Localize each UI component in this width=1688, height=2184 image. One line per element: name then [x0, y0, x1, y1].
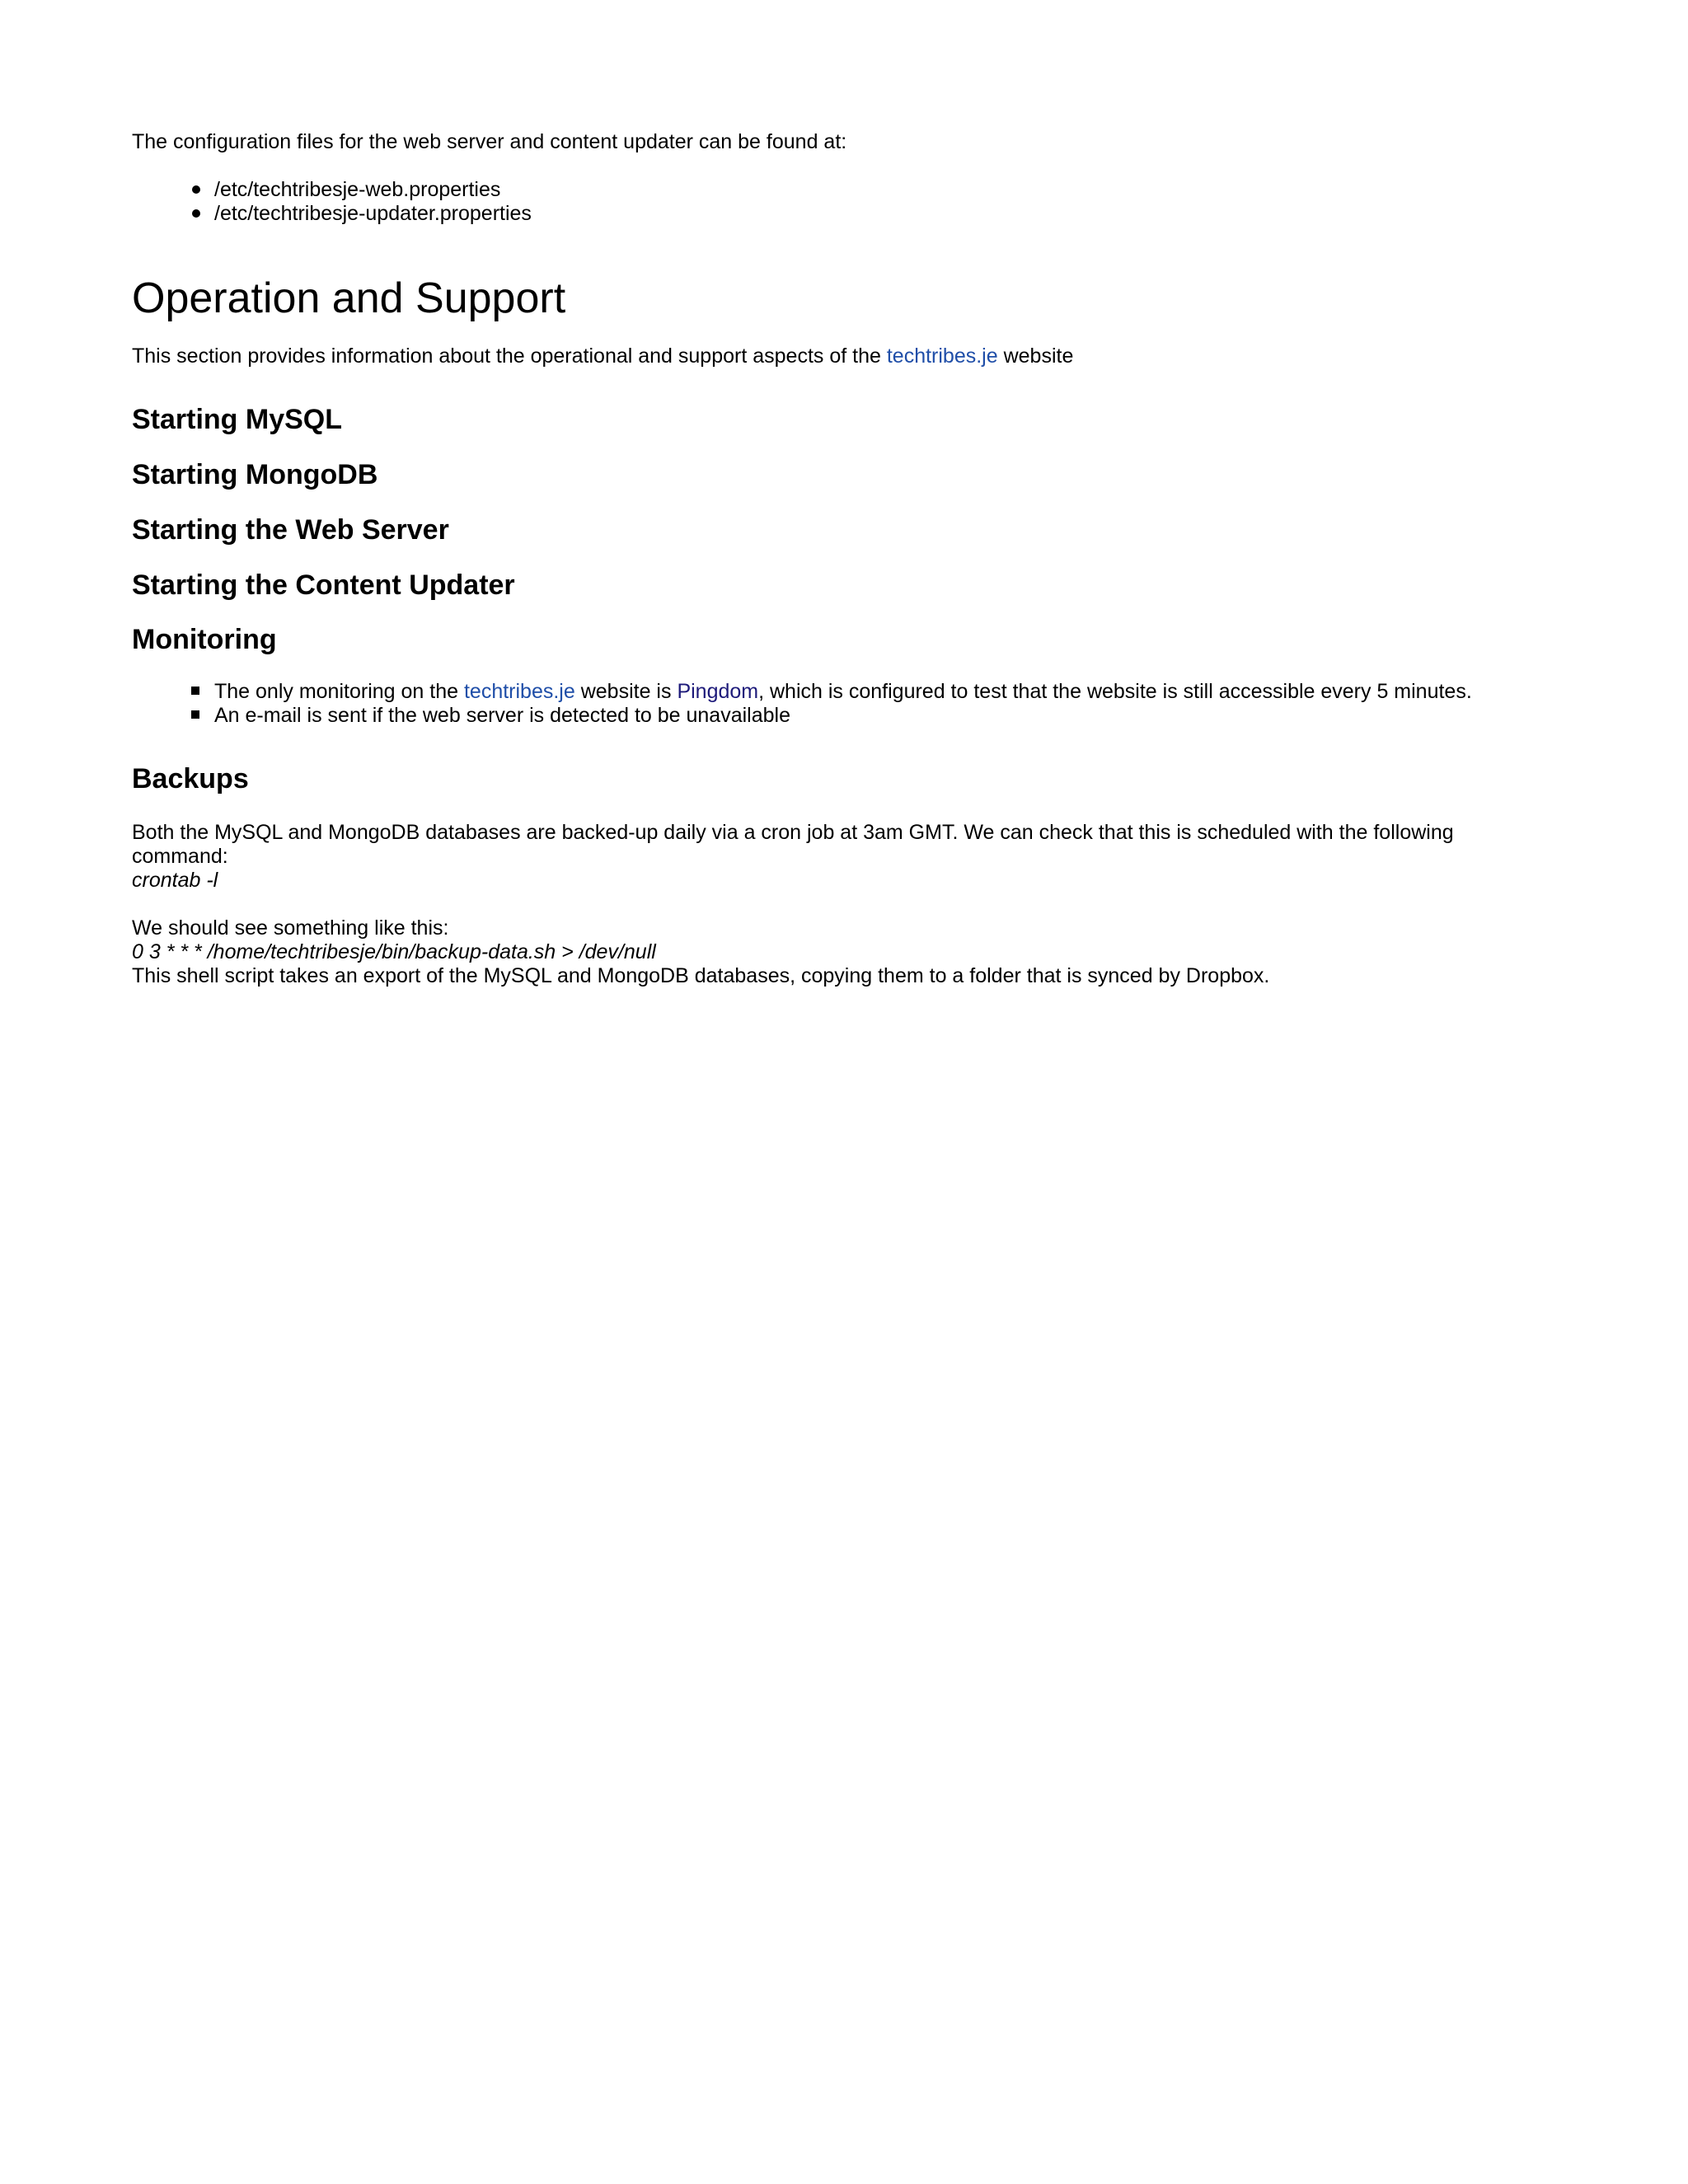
- bullet-square-icon: [191, 687, 199, 695]
- monitoring-text-mid: website is: [574, 680, 678, 703]
- monitoring-text: The only monitoring on the: [214, 680, 464, 703]
- bullet-square-icon: [191, 710, 199, 719]
- techtribes-link[interactable]: techtribes.je: [463, 680, 575, 703]
- config-intro: The configuration files for the web server and content updater can be found at:: [132, 130, 847, 153]
- heading-starting-mongodb: Starting MongoDB: [132, 459, 378, 490]
- heading-starting-web-server: Starting the Web Server: [132, 514, 449, 546]
- heading-starting-mysql: Starting MySQL: [132, 404, 343, 435]
- operation-description: [132, 344, 1073, 368]
- cron-line: 0 3 * * * /home/techtribesje/bin/backup-data.sh > /dev/null: [132, 940, 656, 963]
- list-item: [214, 178, 500, 202]
- list-item: [214, 704, 790, 728]
- crontab-command: crontab -l: [132, 869, 218, 892]
- monitoring-email-text: An e-mail is sent if the web server is detected to be unavailable: [214, 704, 790, 727]
- config-file-web: /etc/techtribesje-web.properties: [214, 178, 501, 201]
- monitoring-text-end: , which is configured to test that the website is still accessible every 5 minutes.: [758, 680, 1472, 703]
- heading-monitoring: Monitoring: [132, 624, 277, 655]
- section-title-operation: Operation and Support: [132, 274, 566, 322]
- desc-text-end: website: [997, 344, 1074, 368]
- list-item: [214, 680, 1472, 704]
- config-file-updater: /etc/techtribesje-updater.properties: [214, 202, 532, 225]
- pingdom-link[interactable]: Pingdom: [677, 680, 759, 703]
- backups-description-line1: Both the MySQL and MongoDB databases are backed-up daily via a cron job at 3am GMT. We can check that this is scheduled with the following: [132, 821, 1454, 844]
- bullet-icon: [192, 185, 200, 194]
- backups-see-text: We should see something like this:: [132, 916, 449, 940]
- heading-starting-content-updater: Starting the Content Updater: [132, 569, 515, 601]
- heading-backups: Backups: [132, 763, 249, 794]
- techtribes-link[interactable]: techtribes.je: [886, 344, 998, 368]
- list-item: [214, 202, 532, 226]
- desc-text: This section provides information about the operational and support aspects of the: [132, 344, 887, 368]
- bullet-icon: [192, 209, 200, 218]
- script-description: This shell script takes an export of the MySQL and MongoDB databases, copying them to a folder that is synced by Dropbox.: [132, 964, 1270, 987]
- backups-description-line2: command:: [132, 845, 228, 868]
